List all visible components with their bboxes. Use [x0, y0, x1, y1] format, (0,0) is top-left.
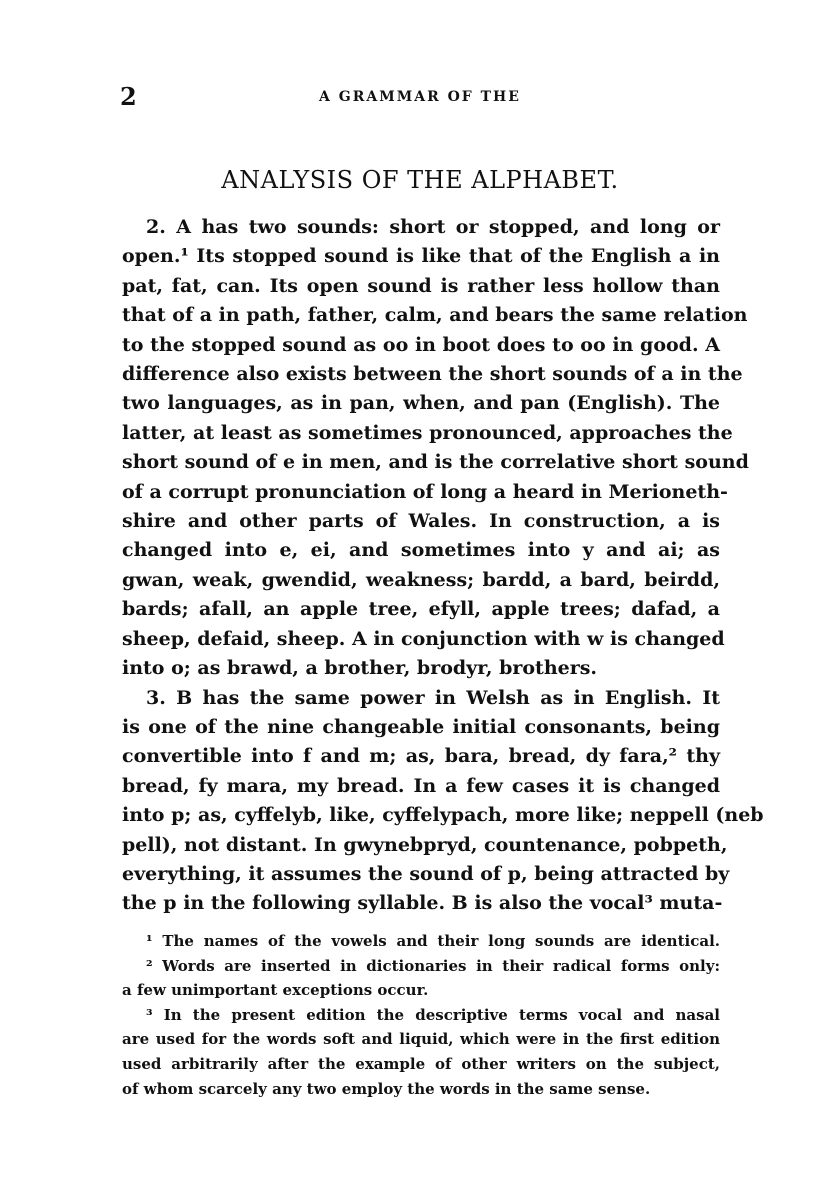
footnote-line: ¹ The names of the vowels and their long sounds are identical.	[146, 932, 720, 950]
body-line: shire and other parts of Wales. In construction, a is	[122, 510, 720, 533]
body-line: changed into e, ei, and sometimes into y and ai; as	[122, 539, 720, 562]
footnote-line: a few unimportant exceptions occur.	[122, 981, 429, 1000]
body-line: convertible into f and m; as, bara, bread, dy fara,² thy	[122, 745, 720, 768]
footnote-line: ² Words are inserted in dictionaries in their radical forms only:	[146, 956, 720, 975]
body-line: 3. B has the same power in Welsh as in English. It	[146, 686, 720, 709]
body-line: the p in the following syllable. B is also the vocal³ muta-	[122, 892, 723, 915]
body-line: sheep, defaid, sheep. A in conjunction with w is changed	[122, 627, 725, 650]
body-line: into p; as, cyffelyb, like, cyffelypach, more like; neppell (neb	[122, 804, 764, 827]
body-line: that of a in path, father, calm, and bears the same relation	[122, 304, 748, 327]
body-line: difference also exists between the short sounds of a in the	[122, 363, 743, 386]
footnotes	[122, 929, 720, 1101]
body-line: bread, fy mara, my bread. In a few cases it is changed	[122, 774, 720, 797]
body-line: of a corrupt pronunciation of long a heard in Merioneth-	[122, 480, 728, 503]
body-line: gwan, weak, gwendid, weakness; bardd, a bard, beirdd,	[122, 568, 720, 591]
section-title: ANALYSIS OF THE ALPHABET.	[221, 166, 619, 194]
footnote-line: of whom scarcely any two employ the words in the same sense.	[122, 1079, 651, 1098]
body-line: everything, it assumes the sound of p, being attracted by	[122, 862, 730, 885]
running-title: A GRAMMAR OF THE	[319, 89, 521, 105]
body-line: into o; as brawd, a brother, brodyr, brothers.	[122, 657, 598, 680]
body-line: 2. A has two sounds: short or stopped, and long or	[146, 216, 720, 238]
footnote-line: used arbitrarily after the example of other writers on the subject,	[122, 1054, 720, 1073]
body-line: pell), not distant. In gwynebpryd, countenance, pobpeth,	[122, 833, 728, 856]
body-line: bards; afall, an apple tree, efyll, apple trees; dafad, a	[122, 598, 720, 621]
body-line: short sound of e in men, and is the correlative short sound	[122, 451, 749, 474]
body-line: latter, at least as sometimes pronounced, approaches the	[122, 421, 733, 444]
body-line: pat, fat, can. Its open sound is rather less hollow than	[122, 274, 720, 297]
body-line: to the stopped sound as oo in boot does to oo in good. A	[122, 333, 720, 356]
footnote-line: ³ In the present edition the descriptive terms vocal and nasal	[146, 1005, 720, 1024]
page-number: 2	[120, 82, 137, 111]
body-line: is one of the nine changeable initial consonants, being	[122, 715, 720, 738]
body-line: open.¹ Its stopped sound is like that of the English a in	[122, 245, 720, 268]
body-text	[122, 213, 764, 919]
footnote-line: are used for the words soft and liquid, which were in the first edition	[122, 1030, 720, 1049]
body-line: two languages, as in pan, when, and pan (English). The	[122, 392, 720, 415]
